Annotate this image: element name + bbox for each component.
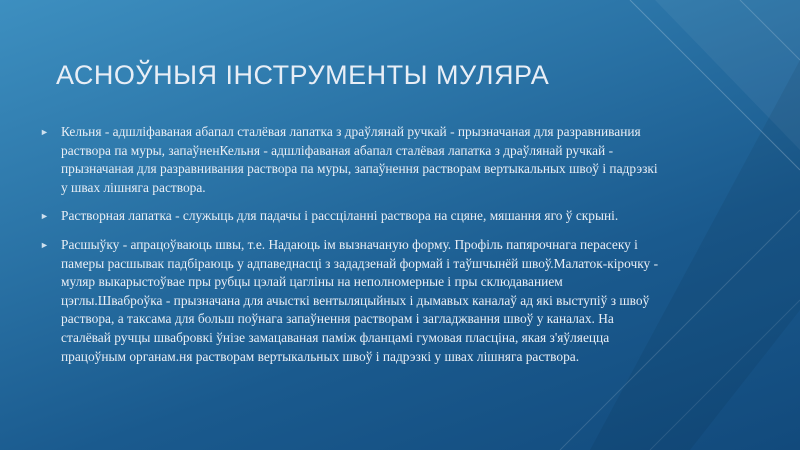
slide-title: АСНОЎНЫЯ ІНСТРУМЕНТЫ МУЛЯРА (56, 60, 550, 90)
bullet-item-rasshyuka (40, 236, 662, 366)
bullet-item-kelnia (40, 123, 662, 197)
bullet-text: Кельня - адшліфаваная абапал сталёвая лапатка з драўлянай ручкай - прызначаная для разравнивания раствора па муры, запаўненКельня - адшліфаваная абапал сталёвая лапатка з драўлянай ручкай - прызначаная для разравнивания раствора па муры, запаўнення растворам вертыкальных швоў і падрэзкі у швах лішняга раствора. (61, 124, 658, 195)
bullet-text: Растворная лапатка - служыць для падачы і рассціланні раствора на сцяне, мяшання яго ў скрыні. (61, 208, 619, 224)
bullet-arrow-icon: ► (40, 127, 49, 137)
bullet-text: Расшыўку - апрацоўваюць швы, т.е. Надаюць ім вызначаную форму. Профіль папярочнага перасеку і памеры расшывак падбіраюць у адпаведнасці з зададзенай формай і таўшчынёй швоў.Малаток-кірочку - муляр выкарыстоўвае пры рубцы цэлай цагліны на неполномерные і пры склюдаванием цэглы.Шваброўка - прызначана для ачысткі вентыляцыйных і дымавых каналаў ад які выступіў з швоў раствора, а таксама для больш поўнага запаўнення растворам і загладжвання швоў у каналах. На сталёвай ручцы швабровкі ўнізе замацаваная паміж фланцамі гумовая пласціна, якая з'яўляецца працоўным органам.ня растворам вертыкальных швоў і падрэзкі у швах лішняга раствора. (61, 236, 659, 364)
bullet-list (40, 123, 662, 376)
bullet-item-lapatka (40, 207, 662, 226)
bullet-arrow-icon: ► (40, 211, 49, 222)
bullet-arrow-icon: ► (40, 239, 49, 250)
